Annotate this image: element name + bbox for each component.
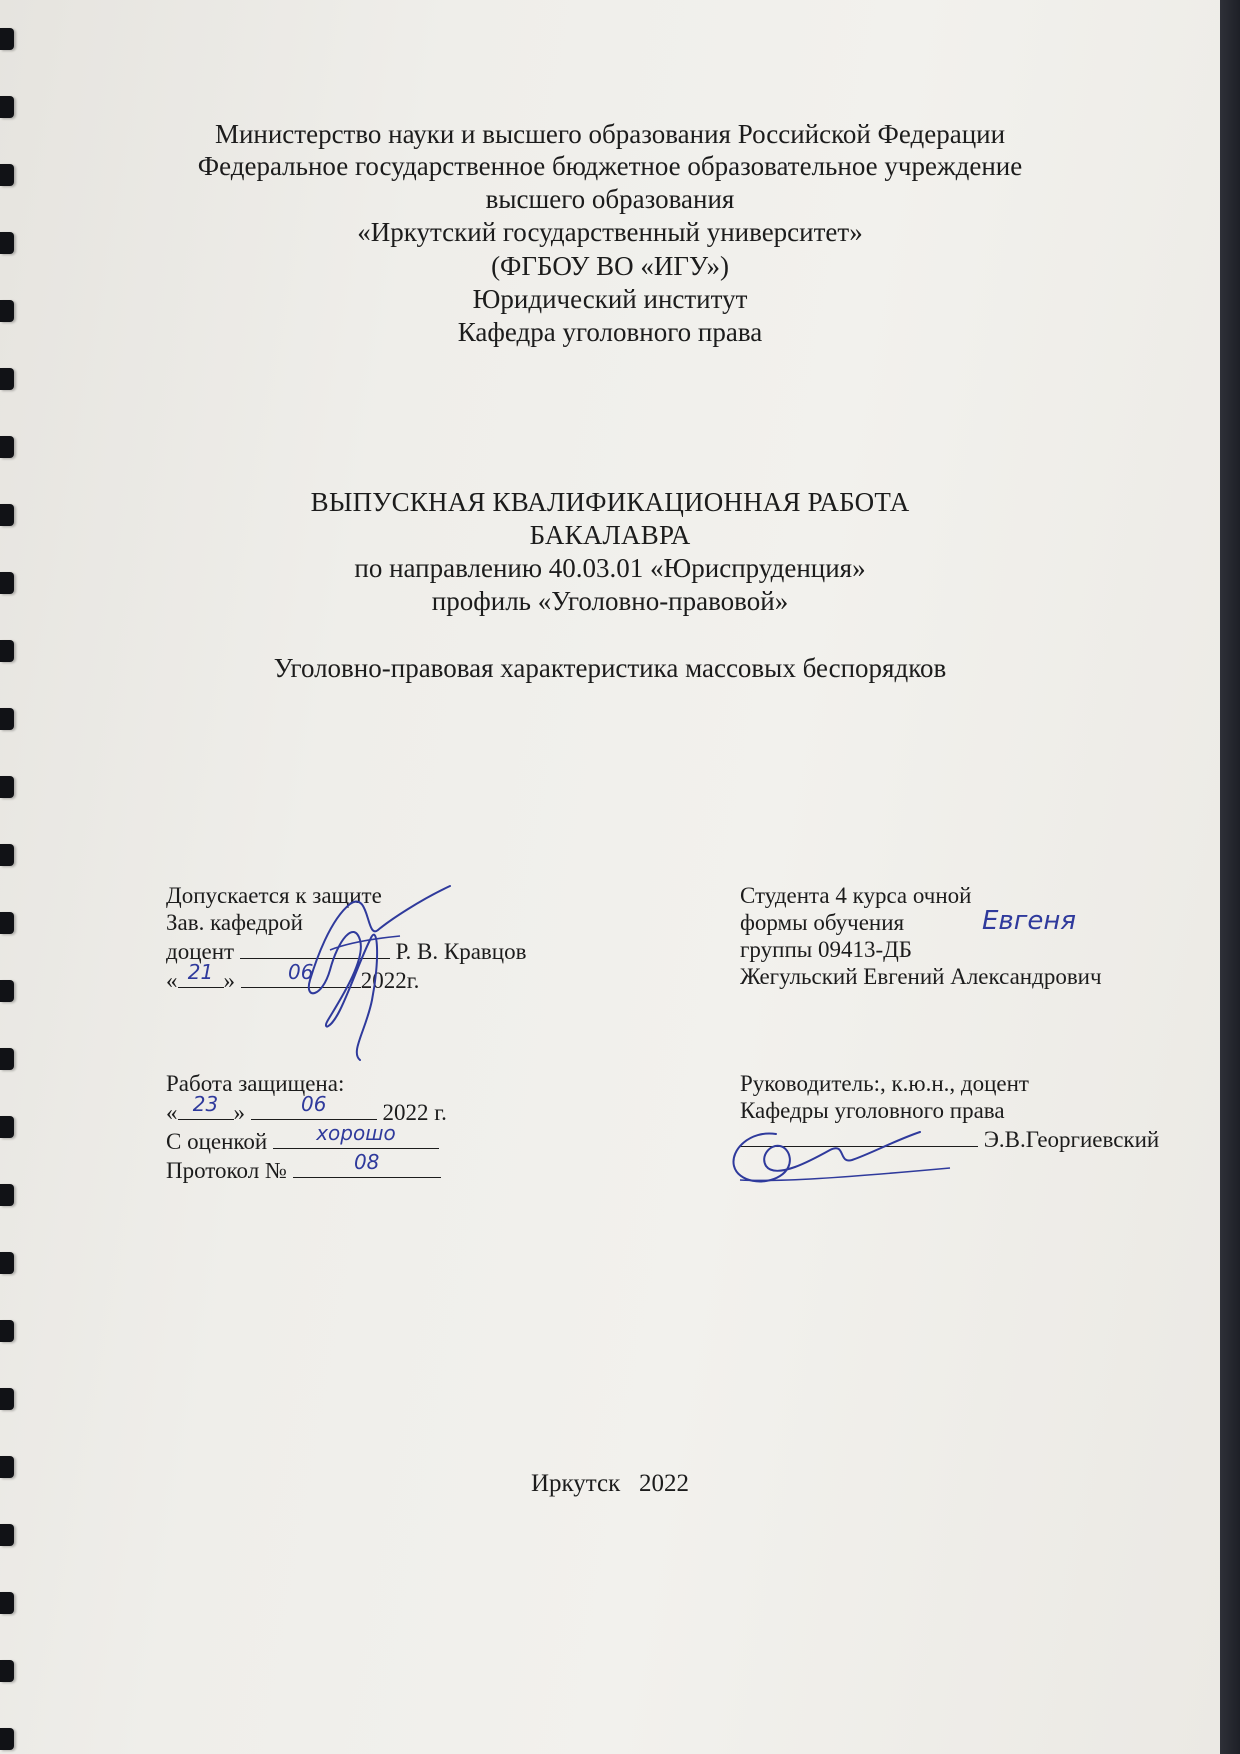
- ministry-line: Министерство науки и высшего образования Российской Федерации: [214, 119, 1006, 149]
- quote-close: »: [223, 968, 235, 993]
- quote-close: »: [233, 1100, 245, 1125]
- binding-ring: [0, 368, 14, 390]
- binding-ring: [0, 708, 14, 730]
- defense-block: [166, 1070, 447, 1184]
- protocol-label: Протокол №: [166, 1158, 287, 1183]
- binding-ring: [0, 1660, 14, 1682]
- defense-year: 2022 г.: [382, 1100, 447, 1125]
- binding-ring: [0, 1048, 14, 1070]
- institute-name: Юридический институт: [472, 284, 748, 314]
- binding-ring: [0, 436, 14, 458]
- head-position: доцент: [166, 939, 235, 964]
- student-signature: Евгеня: [982, 906, 1077, 936]
- admission-line-2: Зав. кафедрой: [166, 910, 303, 935]
- university-abbreviation: (ФГБОУ ВО «ИГУ»): [491, 251, 729, 281]
- binding-ring: [0, 1388, 14, 1410]
- quote-open: «: [166, 968, 178, 993]
- institution-line-1: Федеральное государственное бюджетное образовательное учреждение: [197, 151, 1023, 181]
- protocol-field: [293, 1150, 441, 1178]
- student-name: Жегульский Евгений Александрович: [740, 964, 1102, 989]
- binding-ring: [0, 980, 14, 1002]
- work-type-line-1: ВЫПУСКНАЯ КВАЛИФИКАЦИОННАЯ РАБОТА: [310, 487, 910, 517]
- binding-ring: [0, 1728, 14, 1750]
- student-course: Студента 4 курса очной: [740, 883, 972, 908]
- admission-day-field: [178, 960, 224, 988]
- grade-field: [273, 1121, 439, 1149]
- student-block: [740, 882, 1102, 990]
- binding-ring: [0, 912, 14, 934]
- binding-ring: [0, 776, 14, 798]
- background-edge: [1220, 0, 1240, 1754]
- profile-line: профиль «Уголовно-правовой»: [431, 586, 789, 616]
- defense-month-field: [251, 1092, 377, 1120]
- grade-label: С оценкой: [166, 1129, 268, 1154]
- supervisor-department: Кафедры уголовного права: [740, 1098, 1005, 1123]
- binding-ring: [0, 1116, 14, 1138]
- defense-label: Работа защищена:: [166, 1071, 345, 1096]
- institution-line-2: высшего образования: [485, 184, 735, 214]
- binding-ring: [0, 844, 14, 866]
- university-name: «Иркутский государственный университет»: [357, 217, 863, 247]
- defense-month: 06: [301, 1092, 327, 1116]
- binding-ring: [0, 28, 14, 50]
- admission-day: 21: [187, 960, 214, 984]
- admission-month: 06: [288, 960, 314, 984]
- department-name: Кафедра уголовного права: [457, 317, 763, 347]
- binding-ring: [0, 1524, 14, 1546]
- binding-ring: [0, 1592, 14, 1614]
- student-study-form: формы обучения: [740, 910, 905, 935]
- supervisor-name: Э.В.Георгиевский: [983, 1127, 1160, 1152]
- city-year: Иркутск 2022: [530, 1470, 690, 1497]
- defense-day-field: [178, 1092, 234, 1120]
- binding-ring: [0, 1252, 14, 1274]
- binding-ring: [0, 1320, 14, 1342]
- defense-day: 23: [192, 1092, 219, 1116]
- student-group: группы 09413-ДБ: [740, 937, 913, 962]
- head-signature: [270, 880, 470, 1080]
- protocol-number: 08: [353, 1150, 380, 1174]
- supervisor-signature: [720, 1120, 960, 1210]
- direction-line: по направлению 40.03.01 «Юриспруденция»: [354, 553, 866, 583]
- binding-ring: [0, 96, 14, 118]
- quote-open: «: [166, 1100, 178, 1125]
- grade-value: хорошо: [316, 1121, 396, 1145]
- supervisor-title: Руководитель:, к.ю.н., доцент: [740, 1071, 1029, 1096]
- admission-line-1: Допускается к защите: [166, 883, 382, 908]
- binding-ring: [0, 1184, 14, 1206]
- thesis-title: Уголовно-правовая характеристика массовых беспорядков: [273, 653, 947, 683]
- admission-year: 2022г.: [360, 968, 420, 993]
- protocol-line: [166, 1150, 447, 1184]
- work-type-line-2: БАКАЛАВРА: [529, 520, 691, 550]
- head-name: Р. В. Кравцов: [395, 939, 527, 964]
